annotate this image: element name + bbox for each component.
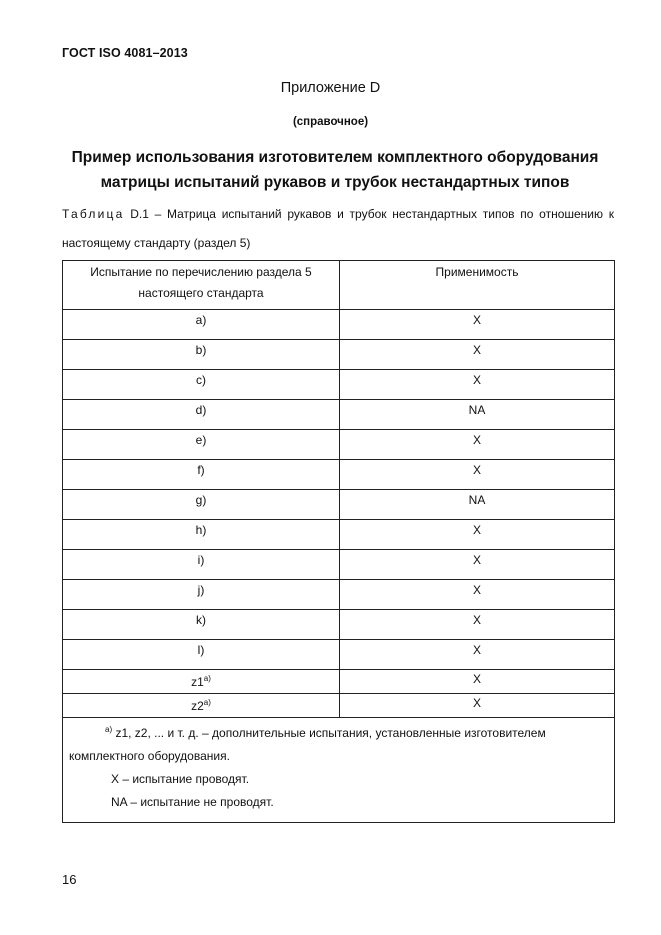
table-row <box>63 550 615 580</box>
table-body <box>63 310 615 823</box>
table-row <box>63 400 615 430</box>
test-cell: k) <box>63 610 340 640</box>
table-notes-row <box>63 718 615 823</box>
table-row <box>63 580 615 610</box>
table-row <box>63 670 615 694</box>
applicability-cell: X <box>340 430 615 460</box>
applicability-cell: X <box>340 610 615 640</box>
test-cell: i) <box>63 550 340 580</box>
footnote-text: z1, z2, ... и т. д. – дополнительные испытания, установленные изготовителем комплектного оборудования. <box>69 726 546 763</box>
test-label: z1 <box>191 675 204 689</box>
table-caption <box>62 200 614 258</box>
applicability-cell: X <box>340 310 615 340</box>
test-cell: g) <box>63 490 340 520</box>
annex-status: (справочное) <box>292 116 369 128</box>
column-header-test <box>63 261 340 310</box>
test-cell: e) <box>63 430 340 460</box>
annex-heading-line1: Пример использования изготовителем комплектного оборудования <box>71 149 599 166</box>
table-row <box>63 430 615 460</box>
table-row <box>63 640 615 670</box>
test-cell: d) <box>63 400 340 430</box>
table-row <box>63 310 615 340</box>
table-caption-text: D.1 – Матрица испытаний рукавов и трубок нестандартных типов по отношению к настоящему стандарту (раздел 5) <box>62 207 614 250</box>
applicability-cell: X <box>340 460 615 490</box>
footnote-ref: a) <box>203 698 211 707</box>
test-cell <box>63 670 340 694</box>
test-cell: f) <box>63 460 340 490</box>
table-row <box>63 370 615 400</box>
table-caption-prefix: Таблица <box>62 207 125 221</box>
legend-na: NA – испытание не проводят. <box>111 795 274 809</box>
legend-x: X – испытание проводят. <box>111 772 250 786</box>
page-number: 16 <box>62 872 77 887</box>
test-label: z2 <box>191 699 204 713</box>
applicability-cell: X <box>340 640 615 670</box>
test-cell <box>63 694 340 718</box>
applicability-cell: NA <box>340 400 615 430</box>
table-row <box>63 490 615 520</box>
test-cell: c) <box>63 370 340 400</box>
annex-heading <box>40 145 630 195</box>
applicability-cell: X <box>340 520 615 550</box>
footnote-ref: a) <box>203 674 211 683</box>
table-row <box>63 460 615 490</box>
test-matrix-table <box>62 260 615 823</box>
applicability-cell: X <box>340 370 615 400</box>
applicability-cell: X <box>340 670 615 694</box>
applicability-cell: NA <box>340 490 615 520</box>
applicability-cell: X <box>340 340 615 370</box>
table-header-row <box>63 261 615 310</box>
applicability-cell: X <box>340 550 615 580</box>
document-header: ГОСТ ISO 4081–2013 <box>62 46 188 60</box>
table-row <box>63 520 615 550</box>
column-header-applicability: Применимость <box>340 261 615 310</box>
table-row <box>63 610 615 640</box>
applicability-cell: X <box>340 580 615 610</box>
test-cell: h) <box>63 520 340 550</box>
annex-heading-line2: матрицы испытаний рукавов и трубок нестандартных типов <box>100 174 570 191</box>
footnote-mark: a) <box>105 725 113 734</box>
applicability-cell: X <box>340 694 615 718</box>
test-cell: l) <box>63 640 340 670</box>
table-notes <box>63 718 615 823</box>
annex-title: Приложение D <box>280 80 381 96</box>
column-header-test-line2: настоящего стандарта <box>138 286 264 300</box>
table-row <box>63 694 615 718</box>
test-cell: j) <box>63 580 340 610</box>
table-row <box>63 340 615 370</box>
footnote-a <box>69 718 608 768</box>
test-cell: b) <box>63 340 340 370</box>
test-cell: a) <box>63 310 340 340</box>
column-header-test-line1: Испытание по перечислению раздела 5 <box>90 265 312 279</box>
